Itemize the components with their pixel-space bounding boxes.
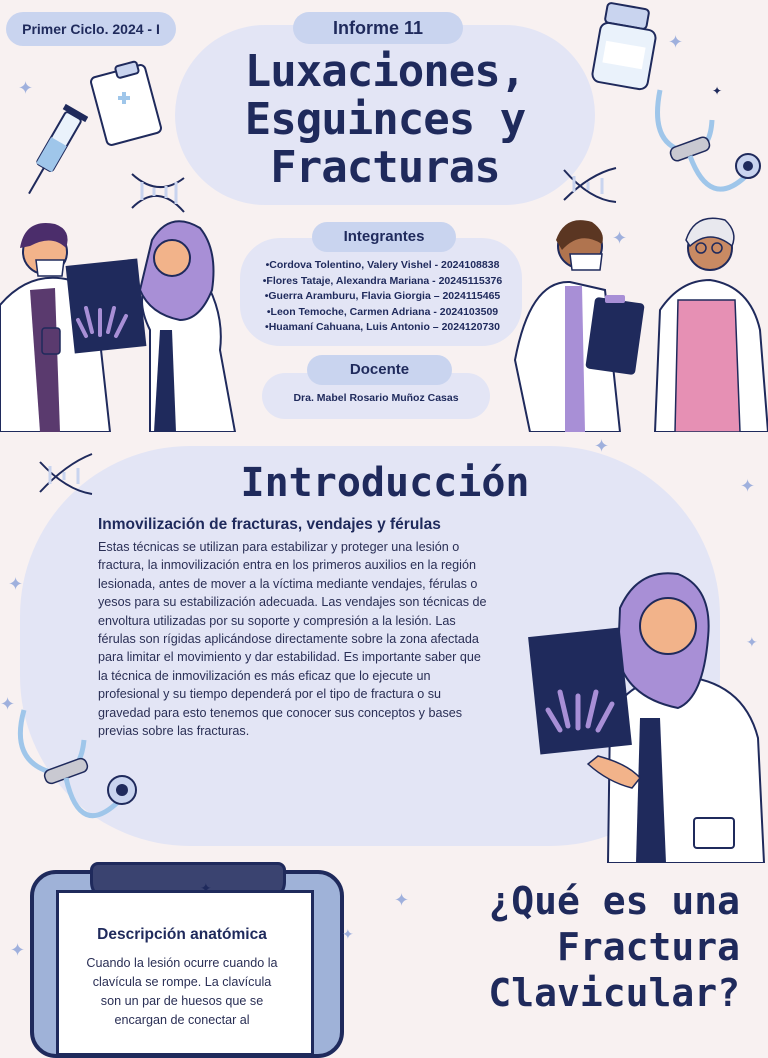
question-line-2: Fractura (556, 925, 740, 969)
sparkle-icon: ✦ (594, 436, 610, 456)
anatomy-body: Cuando la lesión ocurre cuando la clavícula se rompe. La clavícula son un par de huesos que se encargan de conectar al (86, 956, 278, 1027)
team-members-list (245, 258, 520, 336)
report-label: Informe 11 (293, 12, 463, 44)
syringe-icon (18, 100, 88, 205)
team-member: •Leon Temoche, Carmen Adriana - 2024103509 (266, 305, 499, 318)
stethoscope-icon (10, 700, 140, 845)
sparkle-icon: ✦ (10, 940, 26, 960)
clipboard-icon (88, 58, 166, 146)
team-member: •Guerra Aramburu, Flavia Giorgia – 2024115465 (264, 290, 501, 302)
dna-icon (560, 160, 620, 210)
page-title (190, 48, 580, 192)
sparkle-icon: ✦ (18, 78, 34, 98)
teacher-name: Dra. Mabel Rosario Muñoz Casas (293, 392, 459, 404)
anatomy-heading: Descripción anatómica (97, 926, 267, 943)
team-member: •Flores Tataje, Alexandra Mariana - 20245115376 (262, 274, 503, 287)
question-title (440, 878, 740, 1016)
teacher-heading: Docente (307, 355, 452, 385)
team-member: •Cordova Tolentino, Valery Vishel - 2024108838 (265, 259, 500, 271)
sparkle-icon: ✦ (200, 880, 212, 896)
dna-icon (128, 168, 188, 218)
sparkle-icon: ✦ (668, 32, 684, 52)
title-line-2: Esguinces y (244, 94, 526, 145)
doctors-left-illustration (0, 210, 240, 432)
team-member: •Huamaní Cahuana, Luis Antonio – 2024120730 (265, 321, 500, 333)
dna-icon (36, 446, 96, 502)
stethoscope-icon (650, 80, 768, 220)
xray-icon (66, 258, 147, 353)
sparkle-icon: ✦ (740, 476, 756, 496)
sparkle-icon: ✦ (342, 926, 354, 942)
title-line-1: Luxaciones, (244, 46, 526, 97)
sparkle-icon: ✦ (8, 574, 24, 594)
sparkle-icon: ✦ (394, 890, 410, 910)
intro-heading: Introducción (240, 460, 530, 506)
intro-doctor-illustration (528, 568, 768, 863)
cycle-badge: Primer Ciclo. 2024 - I (6, 12, 176, 46)
xray-icon (528, 628, 632, 755)
question-line-3: Clavicular? (488, 971, 740, 1015)
question-line-1: ¿Qué es una (488, 879, 740, 923)
sparkle-icon: ✦ (0, 694, 16, 714)
sparkle-icon: ✦ (612, 228, 628, 248)
sparkle-icon: ✦ (746, 634, 758, 650)
intro-body: Estas técnicas se utilizan para estabilizar y proteger una lesión o fractura, la inmovilización entra en los primeros auxilios en la región lesionada, antes de mover a la víctima mediante vendajes, férulas o yesos para su estabilización adecuada. Las vendajes son técnicas de envoltura utilizadas por su soporte y compresión a la lesión. Las férulas son rígidas aplicándose directamente sobre la zona afectada para limitar el movimiento y dar estabilidad. Es importante saber que la técnica de inmovilización es más eficaz que lo ejecute un profesional y su tiempo dependerá por el tipo de fractura o su gravedad para esto tenemos que conocer sus conceptos y bases previas sobre las fracturas. (98, 540, 487, 739)
sparkle-icon: ✦ (712, 84, 723, 98)
title-line-3: Fracturas (270, 142, 500, 193)
intro-subheading: Inmovilización de fracturas, vendajes y férulas (98, 516, 441, 533)
team-heading: Integrantes (312, 222, 456, 252)
doctors-right-illustration (510, 210, 768, 432)
